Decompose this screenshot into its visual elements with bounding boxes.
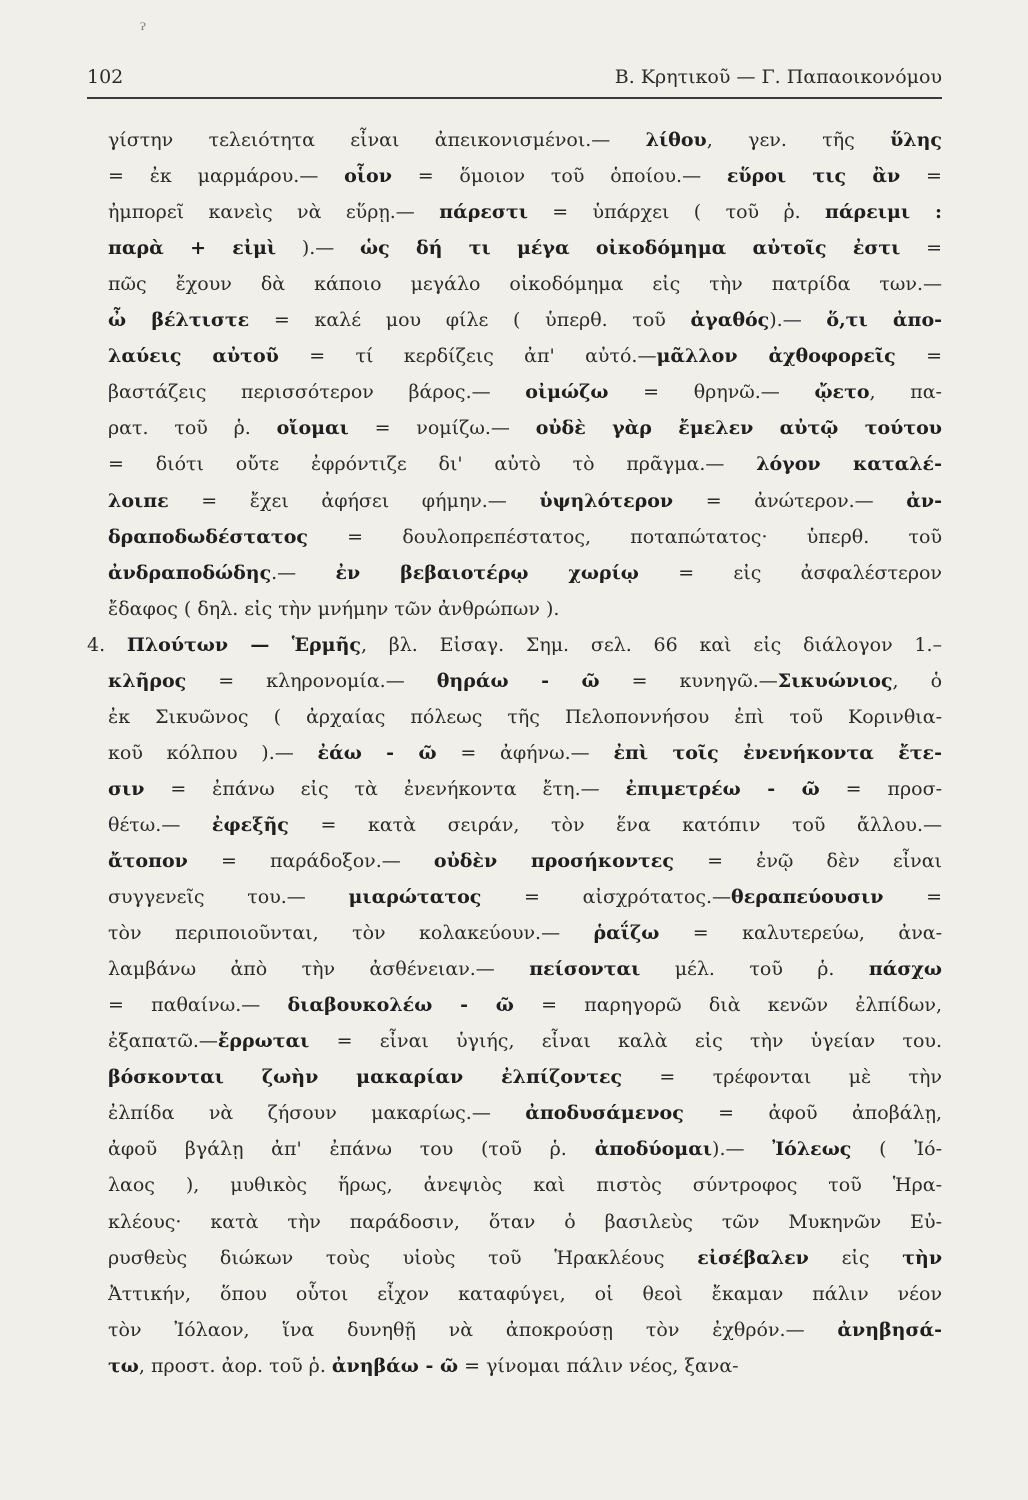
gloss-text: ἔδαφος ( δηλ. εἰς τὴν μνήμην τῶν ἀνθρώπων ). [108, 597, 560, 620]
gloss-text: = θρηνῶ.— [608, 381, 815, 404]
gloss-text: , προστ. ἀορ. τοῦ ῥ. [138, 1354, 332, 1377]
gloss-text: ).— [276, 237, 360, 260]
headword: ἀποδυσάμενος [525, 1102, 684, 1125]
gloss-text: = παθαίνω.— [108, 994, 288, 1017]
text-line [108, 194, 942, 230]
gloss-text: πῶς ἔχουν δὰ κάποιο μεγάλο οἰκοδόμημα εἰς τὴν πατρίδα των.— [108, 273, 942, 296]
headword: ἀποδύομαι [594, 1138, 713, 1161]
gloss-text: κλέους· κατὰ τὴν παράδοσιν, ὅταν ὁ βασιλεὺς τῶν Μυκηνῶν Εὐ- [108, 1210, 942, 1233]
text-line [108, 807, 942, 843]
headword: οἴομαι [276, 417, 349, 440]
gloss-text: ρατ. τοῦ ῥ. [108, 417, 277, 440]
gloss-text: = ἐπάνω εἰς τὰ ἐνενήκοντα ἔτη.— [144, 777, 626, 800]
gloss-text: Ἀττικήν, ὅπου οὗτοι εἶχον καταφύγει, οἱ θεοὶ ἔκαμαν πάλιν νέον [108, 1282, 942, 1305]
text-line [108, 843, 942, 879]
text-line [108, 1095, 942, 1131]
gloss-text: ἀφοῦ βγάλῃ ἀπ' ἐπάνω του (τοῦ ῥ. [108, 1138, 595, 1161]
headword: ὅ,τι ἀπο- [826, 309, 942, 332]
headword: λίθου [645, 129, 707, 151]
text-line [108, 122, 942, 158]
gloss-text: = ὅμοιον τοῦ ὁποίου.— [391, 165, 727, 188]
text-line [108, 1059, 942, 1095]
text-line [108, 158, 942, 194]
gloss-text: μέλ. τοῦ ῥ. [640, 958, 869, 981]
text-line [108, 555, 942, 591]
headword: ἀγαθός [690, 309, 770, 332]
gloss-text: = καλυτερεύω, ἀνα- [659, 922, 942, 945]
text-line [108, 230, 942, 266]
headword: παρὰ + εἰμὶ [108, 237, 277, 260]
headword: τω [108, 1354, 139, 1377]
gloss-text: ἠμπορεῖ κανεὶς νὰ εὕρῃ.— [108, 201, 440, 224]
headword: ὡς δή τι μέγα οἰκοδόμημα αὐτοῖς ἐστι [360, 237, 901, 260]
gloss-text: ).— [712, 1138, 773, 1161]
headword: ᾤετο [814, 381, 870, 404]
headword: ἐπὶ τοῖς ἐνενήκοντα ἔτε- [613, 741, 942, 764]
text-line [108, 1312, 942, 1348]
gloss-text: = [883, 886, 942, 909]
gloss-text: 4. [87, 633, 127, 656]
text-line [108, 735, 942, 771]
gloss-text: = κυνηγῶ.— [599, 669, 778, 692]
headword: Σικυώνιος [777, 669, 893, 692]
gloss-text: λαος ), μυθικὸς ἥρως, ἀνεψιὸς καὶ πιστὸς σύντροφος τοῦ Ἡρα- [108, 1174, 942, 1197]
text-line [108, 410, 942, 446]
gloss-text: = [895, 345, 942, 368]
headword: ἐν βεβαιοτέρῳ χωρίῳ [335, 561, 639, 584]
headword: πείσονται [529, 958, 641, 981]
gloss-text: βαστάζεις περισσότερον βάρος.— [108, 381, 526, 404]
gloss-text: = εἰς ἀσφαλέστερον [638, 561, 942, 584]
gloss-text: τὸν περιποιοῦνται, τὸν κολακεύουν.— [108, 922, 594, 945]
text-line [108, 1240, 942, 1276]
gloss-text: = ἀφήνω.— [436, 741, 614, 764]
gloss-text: = τί κερδίζεις ἀπ' αὐτό.— [278, 345, 657, 368]
gloss-text: = [900, 237, 942, 260]
headword: εἰσέβαλεν [697, 1246, 809, 1269]
text-line [108, 302, 942, 338]
headword: ἀνηβησά- [837, 1318, 942, 1341]
gloss-text: = δουλοπρεπέστατος, ποταπώτατος· ὑπερθ. τοῦ [307, 525, 942, 548]
headword: θεραπεύουσιν [731, 886, 884, 909]
gloss-text: λαμβάνω ἀπὸ τὴν ἀσθένειαν.— [108, 958, 530, 981]
gloss-text: = κληρονομία.— [186, 669, 437, 692]
headword: οὐδὲ γὰρ ἔμελεν αὐτῷ τούτου [535, 417, 942, 440]
headword: ἀνδραποδώδης [108, 561, 272, 584]
text-line [108, 699, 942, 735]
gloss-text: = τρέφονται μὲ τὴν [622, 1066, 942, 1089]
gloss-text: γίστην τελειότητα εἶναι ἀπεικονισμένοι.— [108, 129, 646, 151]
gloss-text: ἐξαπατῶ.— [108, 1030, 218, 1053]
text-line [108, 483, 942, 519]
gloss-text: , βλ. Εἰσαγ. Σημ. σελ. 66 καὶ εἰς διάλογον 1.– [360, 633, 942, 656]
gloss-text: συγγενεῖς του.— [108, 886, 349, 909]
text-line [108, 446, 942, 482]
text-line [108, 374, 942, 410]
headword: ἔρρωται [217, 1030, 310, 1053]
headword: ῥαΐζω [593, 922, 660, 945]
gloss-text: = ἐνῷ δὲν εἶναι [673, 850, 942, 872]
headword: Ἰόλεως [772, 1138, 852, 1161]
headword: μᾶλλον ἀχθοφορεῖς [656, 345, 896, 368]
headword: πάρειμι : [825, 201, 942, 224]
gloss-text: = [900, 165, 942, 188]
gloss-text: ἐκ Σικυῶνος ( ἀρχαίας πόλεως τῆς Πελοποννήσου ἐπὶ τοῦ Κορινθια- [108, 705, 942, 728]
headword: λόγον καταλέ- [756, 453, 942, 476]
headword: ἀν- [906, 489, 942, 512]
text-line [108, 951, 942, 987]
headword: δραποδωδέστατος [108, 525, 308, 548]
text-line [108, 519, 942, 555]
text-line [108, 1204, 942, 1240]
gloss-text: .— [271, 561, 336, 584]
headword: ὕλης [890, 129, 942, 151]
headword: βόσκονται ζωὴν μακαρίαν ἐλπίζοντες [108, 1066, 623, 1089]
headword: μιαρώτατος [348, 886, 482, 909]
page-number: 102 [87, 66, 124, 88]
headword: ἐάω - ῶ [317, 741, 437, 764]
running-title: Β. Κρητικοῦ — Γ. Παπαοικονόμου [614, 66, 942, 88]
headword: λαύεις αὐτοῦ [108, 345, 279, 368]
text-line [108, 338, 942, 374]
headword: ἐπιμετρέω - ῶ [625, 777, 820, 800]
gloss-text: θέτω.— [108, 813, 212, 836]
headword: πάσχω [868, 958, 942, 981]
header-rule [87, 97, 942, 99]
gloss-text: = ἀνώτερον.— [673, 489, 907, 512]
gloss-text: = ἔχει ἀφήσει φήμην.— [168, 489, 540, 512]
gloss-text: = νομίζω.— [348, 417, 536, 440]
headword: οὐδὲν προσήκοντες [433, 850, 674, 872]
headword: ἀνηβάω - ῶ [331, 1354, 459, 1377]
headword: ἄτοπον [108, 850, 188, 872]
text-line [108, 879, 942, 915]
margin-mark: Ɂ [140, 22, 146, 33]
gloss-text: = ἀφοῦ ἀποβάλῃ, [683, 1102, 942, 1125]
text-line [87, 627, 942, 663]
gloss-text: = αἰσχρότατος.— [481, 886, 732, 909]
headword: κλῆρος [108, 669, 187, 692]
gloss-text: = διότι οὔτε ἐφρόντιζε δι' αὐτὸ τὸ πρᾶγμα.— [108, 453, 757, 476]
text-line [108, 1023, 942, 1059]
gloss-text: τὸν Ἰόλαον, ἵνα δυνηθῇ νὰ ἀποκρούσῃ τὸν ἐχθρόν.— [108, 1318, 838, 1341]
gloss-text: = παράδοξον.— [187, 850, 434, 872]
text-line [108, 663, 942, 699]
text-line [108, 915, 942, 951]
headword: θηράω - ῶ [436, 669, 600, 692]
text-line [108, 1348, 942, 1384]
text-line [108, 266, 942, 302]
headword: οἷον [344, 165, 392, 188]
gloss-text: = γίνομαι πάλιν νέος, ξανα- [458, 1354, 739, 1377]
running-header [87, 66, 942, 88]
text-line [108, 771, 942, 807]
text-line [108, 987, 942, 1023]
headword: ὑψηλότερον [539, 489, 674, 512]
gloss-text: = καλέ μου φίλε ( ὑπερθ. τοῦ [249, 309, 691, 332]
gloss-text: , πα- [869, 381, 942, 404]
gloss-text: = κατὰ σειράν, τὸν ἕνα κατόπιν τοῦ ἄλλου.— [288, 813, 942, 836]
headword: λοιπε [108, 489, 169, 512]
gloss-text: = παρηγορῶ διὰ κενῶν ἐλπίδων, [513, 994, 942, 1017]
gloss-text: = ἐκ μαρμάρου.— [108, 165, 345, 188]
text-line [108, 1131, 942, 1167]
gloss-text: = ὑπάρχει ( τοῦ ῥ. [527, 201, 826, 224]
gloss-text: = εἶναι ὑγιής, εἶναι καλὰ εἰς τὴν ὑγείαν του. [309, 1030, 942, 1053]
headword: εὕροι τις ἂν [726, 165, 901, 188]
headword: ἐφεξῆς [211, 813, 289, 836]
headword: τὴν [902, 1246, 942, 1269]
headword: οἰμώζω [525, 381, 609, 404]
text-line [108, 1276, 942, 1312]
gloss-text: = προσ- [819, 777, 942, 800]
gloss-text: , γεν. τῆς [706, 129, 891, 151]
gloss-text: εἰς [808, 1246, 903, 1269]
gloss-text: , ὁ [892, 669, 942, 692]
headword: ὦ βέλτιστε [108, 309, 250, 332]
gloss-text: ( Ἰό- [851, 1138, 942, 1161]
headword: πάρεστι [439, 201, 528, 224]
gloss-text: ρυσθεὺς διώκων τοὺς υἱοὺς τοῦ Ἡρακλέους [108, 1246, 698, 1269]
headword: διαβουκολέω - ῶ [287, 994, 514, 1017]
gloss-text: ).— [769, 309, 827, 332]
gloss-text: ἐλπίδα νὰ ζήσουν μακαρίως.— [108, 1102, 526, 1125]
gloss-text: κοῦ κόλπου ).— [108, 741, 318, 764]
headword: Πλούτων — Ἑρμῆς [126, 633, 361, 656]
text-line [108, 591, 942, 627]
text-line [108, 1167, 942, 1203]
headword: σιν [108, 777, 145, 800]
